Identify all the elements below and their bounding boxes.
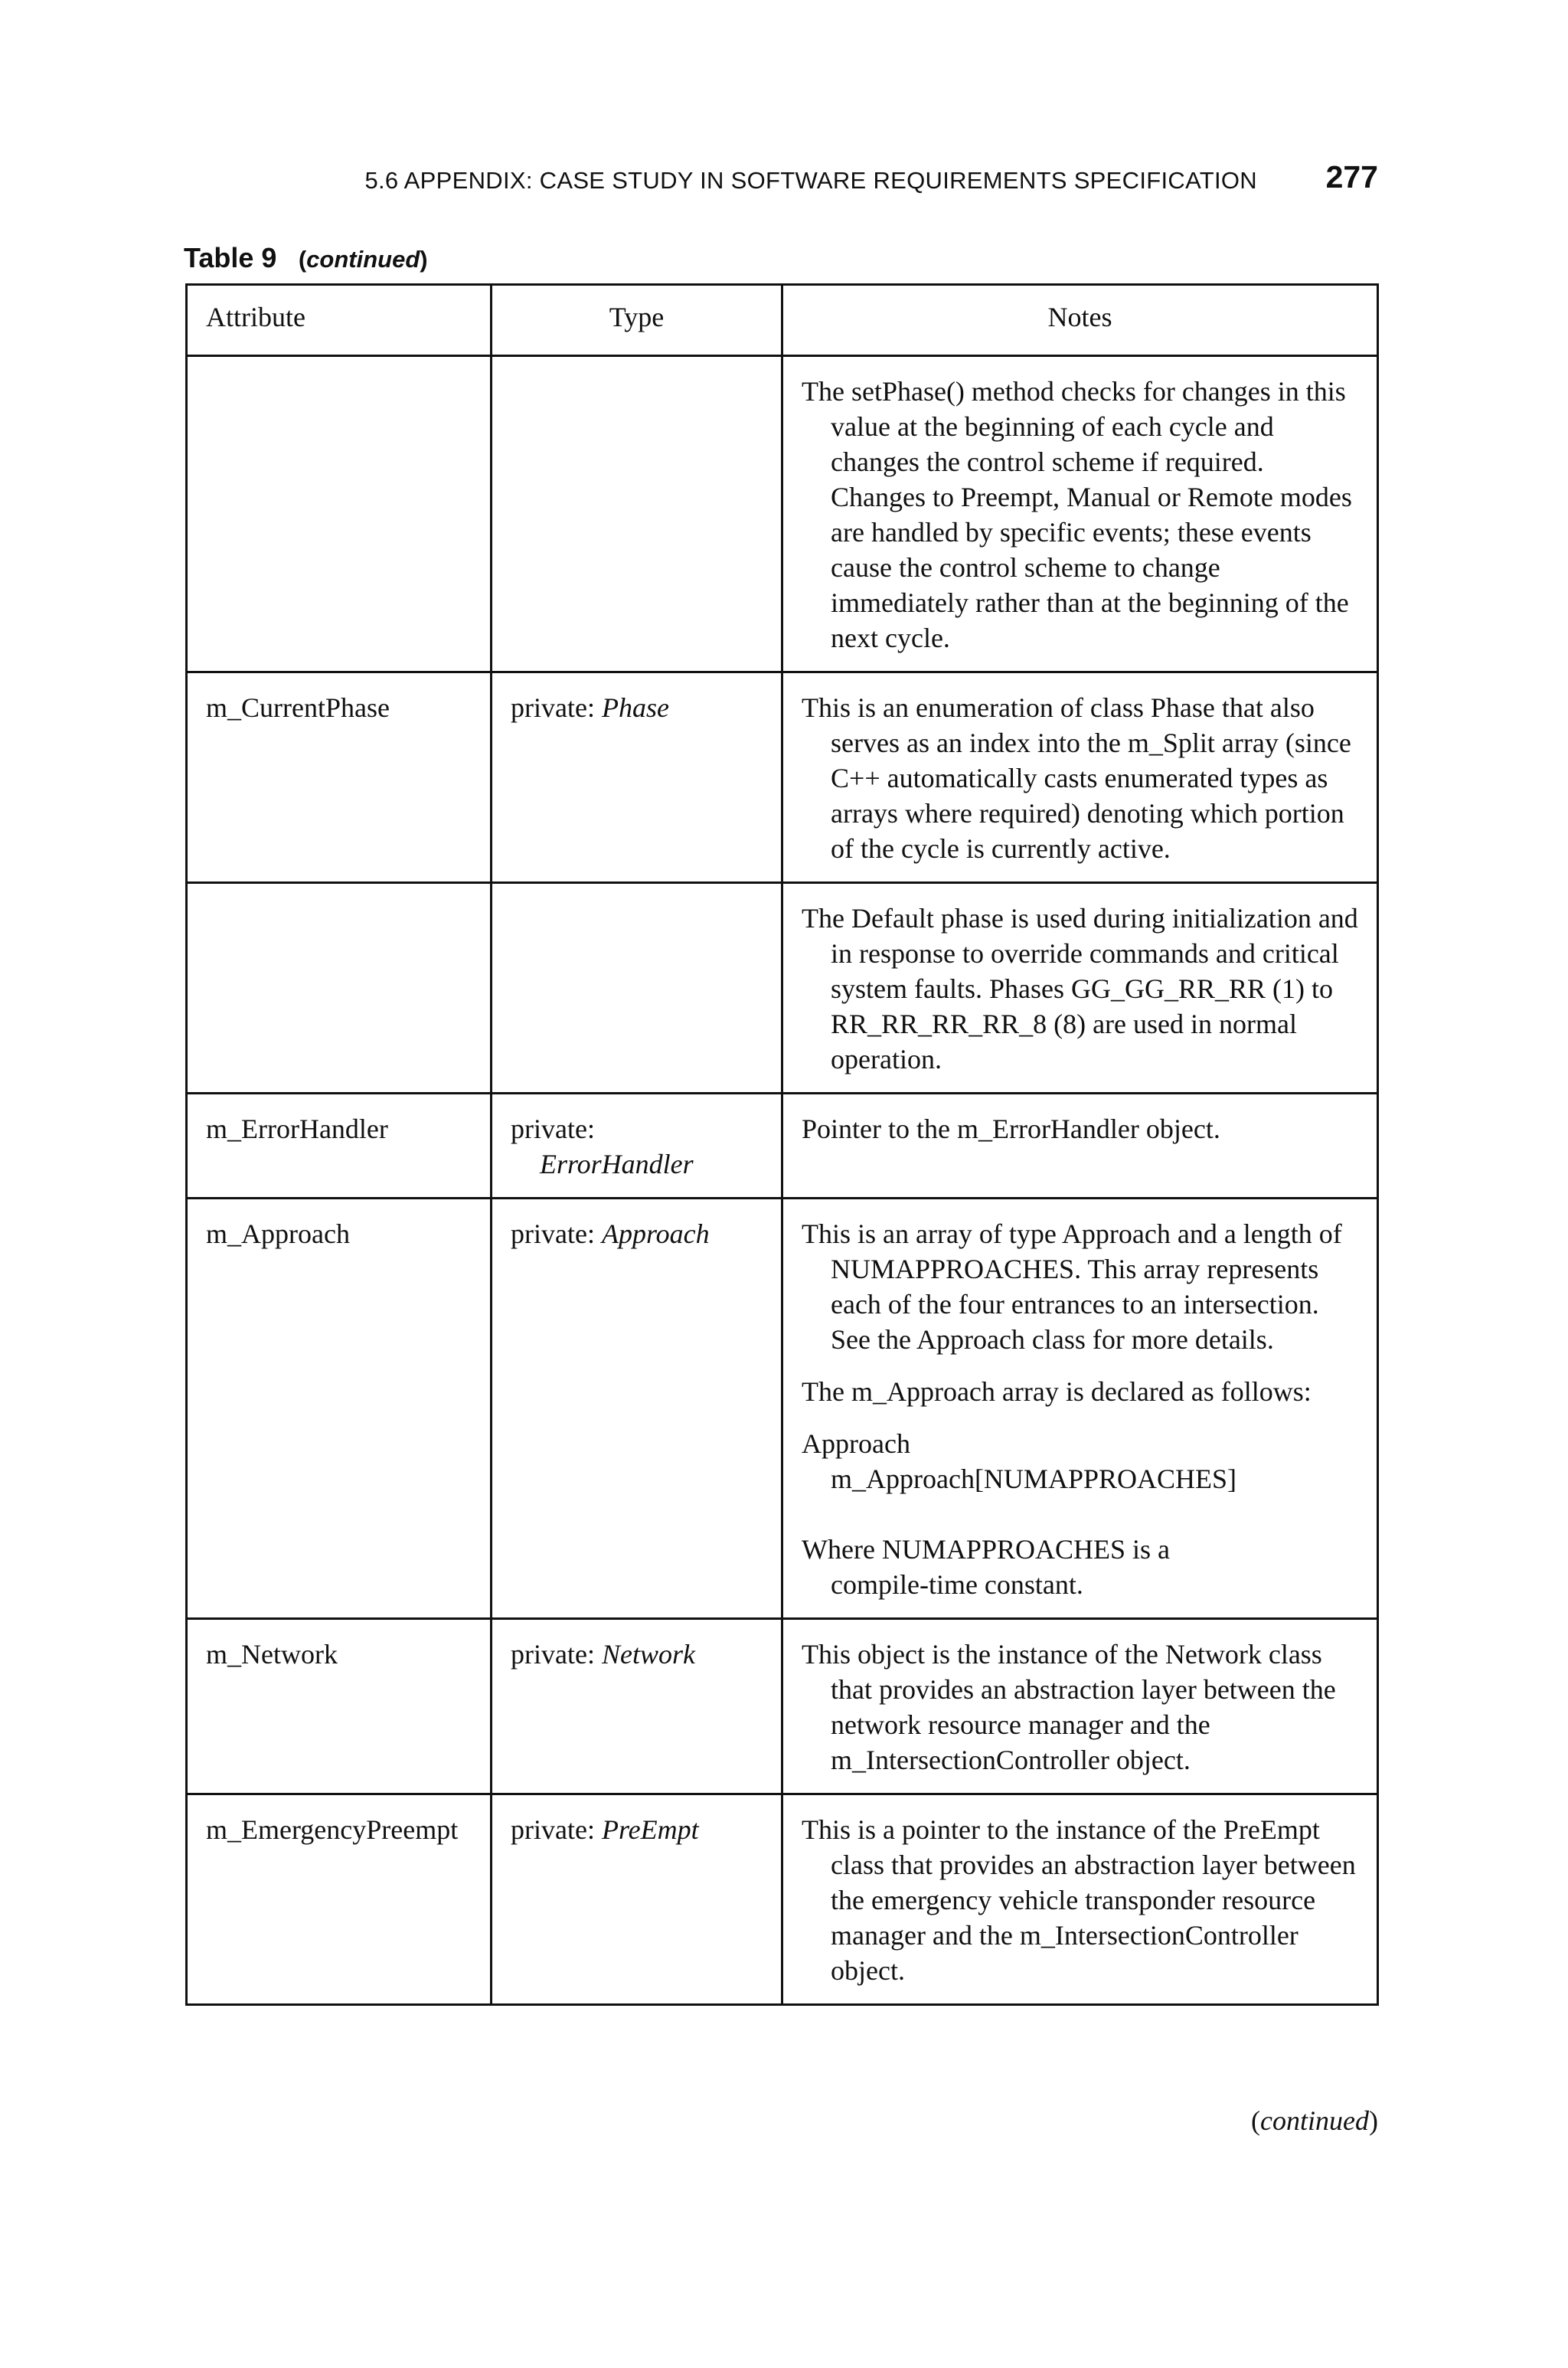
- table-header-row: [187, 285, 1378, 356]
- type-cell: [492, 1619, 782, 1794]
- type-cell: [492, 1094, 782, 1199]
- running-head: [184, 159, 1378, 205]
- notes-paragraph: Where NUMAPPROACHES is a compile-time constant.: [802, 1534, 1170, 1600]
- notes-cell: [782, 672, 1378, 883]
- table-label: Table 9: [184, 242, 277, 273]
- type-prefix: private:: [511, 1114, 595, 1144]
- notes-cell: [782, 1094, 1378, 1199]
- table-row: [187, 1619, 1378, 1794]
- type-prefix: private:: [511, 1814, 602, 1845]
- type-name: PreEmpt: [601, 1814, 699, 1845]
- column-header-attribute: Attribute: [187, 285, 492, 356]
- type-cell: [492, 672, 782, 883]
- table-continued-note: (continued): [298, 246, 428, 273]
- notes-paragraph: The setPhase() method checks for changes in this value at the beginning of each cycle and changes the control scheme if required. Changes to Preempt, Manual or Remote modes are handled by specific events; these events cause the control scheme to change immediately rather than at the beginning of the next cycle.: [802, 376, 1352, 653]
- attribute-cell: [187, 883, 492, 1094]
- attribute-cell: m_Approach: [187, 1199, 492, 1619]
- table-caption: [184, 242, 428, 274]
- table-row: [187, 1094, 1378, 1199]
- type-name: Approach: [601, 1218, 710, 1249]
- type-name: Network: [601, 1639, 695, 1670]
- continued-footer: (continued): [1251, 2105, 1378, 2136]
- running-head-title: 5.6 APPENDIX: CASE STUDY IN SOFTWARE REQUIREMENTS SPECIFICATION: [364, 167, 1257, 194]
- notes-paragraph: The Default phase is used during initialization and in response to override commands and critical system faults. Phases GG_GG_RR_RR (1) to RR_RR_RR_RR_8 (8) are used in normal operation.: [802, 903, 1358, 1074]
- type-prefix: private:: [511, 692, 602, 723]
- notes-cell: [782, 1794, 1378, 2005]
- notes-cell: [782, 1199, 1378, 1619]
- notes-paragraph: The m_Approach array is declared as follows:: [802, 1376, 1312, 1407]
- table-row: [187, 1199, 1378, 1619]
- type-wrapper: [511, 1111, 763, 1182]
- attribute-cell: [187, 356, 492, 672]
- type-cell: [492, 1794, 782, 2005]
- notes-paragraph: This object is the instance of the Network class that provides an abstraction layer between the network resource manager and the m_IntersectionController object.: [802, 1639, 1336, 1775]
- notes-paragraph: This is an enumeration of class Phase that also serves as an index into the m_Split array (since C++ automatically casts enumerated types as arrays where required) denoting which portion of the cycle is currently active.: [802, 692, 1351, 864]
- type-cell: [492, 1199, 782, 1619]
- table-row: [187, 672, 1378, 883]
- column-header-type: Type: [492, 285, 782, 356]
- table-row: [187, 356, 1378, 672]
- table-continued-text: continued: [306, 246, 420, 273]
- type-name: Phase: [601, 692, 669, 723]
- notes-cell: [782, 883, 1378, 1094]
- table-row: [187, 1794, 1378, 2005]
- column-header-notes: Notes: [782, 285, 1378, 356]
- attribute-cell: m_CurrentPhase: [187, 672, 492, 883]
- notes-cell: [782, 1619, 1378, 1794]
- attribute-cell: m_EmergencyPreempt: [187, 1794, 492, 2005]
- code-declaration: Approach m_Approach[NUMAPPROACHES]: [802, 1428, 1236, 1494]
- attribute-table: [185, 283, 1379, 2006]
- type-name: ErrorHandler: [540, 1149, 694, 1179]
- attribute-cell: m_Network: [187, 1619, 492, 1794]
- notes-paragraph: Pointer to the m_ErrorHandler object.: [802, 1114, 1220, 1144]
- page-number: 277: [1325, 159, 1378, 195]
- table-row: [187, 883, 1378, 1094]
- notes-paragraph: This is an array of type Approach and a length of NUMAPPROACHES. This array represents each of the four entrances to an intersection. See the Approach class for more details.: [802, 1218, 1342, 1355]
- type-cell: [492, 356, 782, 672]
- continued-footer-text: continued: [1260, 2105, 1369, 2136]
- notes-paragraph: This is a pointer to the instance of the PreEmpt class that provides an abstraction layer between the emergency vehicle transponder resource manager and the m_IntersectionController object.: [802, 1814, 1356, 1986]
- type-cell: [492, 883, 782, 1094]
- notes-cell: [782, 356, 1378, 672]
- attribute-cell: m_ErrorHandler: [187, 1094, 492, 1199]
- type-prefix: private:: [511, 1639, 602, 1670]
- type-prefix: private:: [511, 1218, 602, 1249]
